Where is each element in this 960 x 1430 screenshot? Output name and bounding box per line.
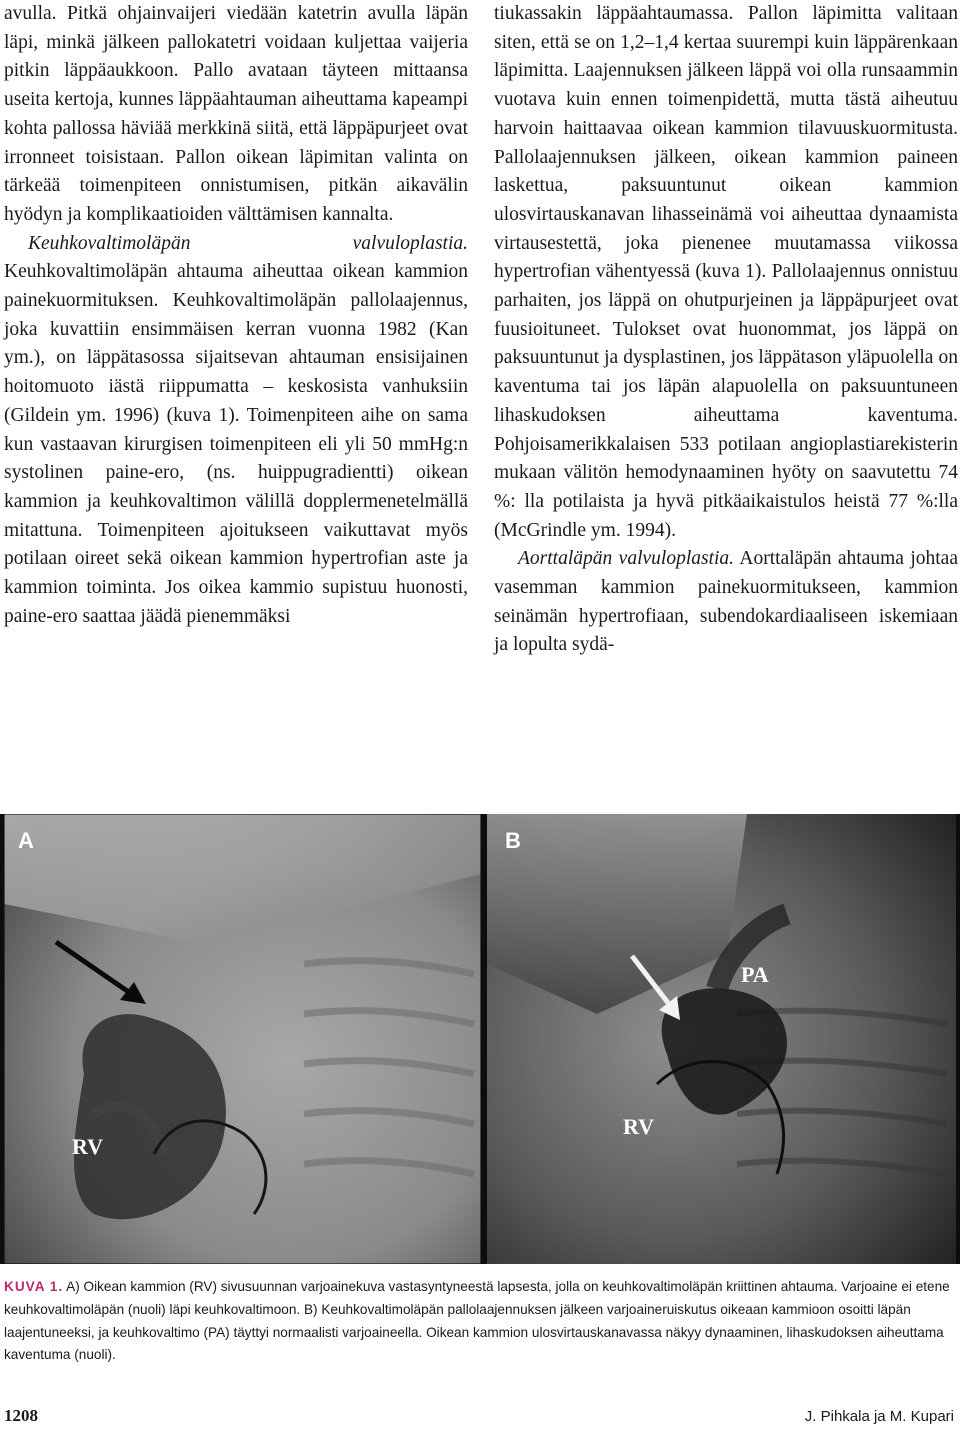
left-paragraph-1: avulla. Pitkä ohjainvaijeri viedään katetrin avulla läpän läpi, minkä jälkeen pallokatetri voidaan kuljettaa vaijeria pitkin läppäaukkoon. Pallo avataan täyteen mittaansa useita kertoja, kunnes läppäahtauman aiheuttama kapeampi kohta pallossa häviää merkkinä siitä, että läppäpurjeet ovat irronneet toisistaan. Pallon oikean läpimitan valinta on tärkeää toimenpiteen onnistumisen, pitkän aikavälin hyödyn ja komplikaatioiden välttämisen kannalta. <box>4 3 468 225</box>
page-number: 1208 <box>4 1406 38 1425</box>
section-heading-pulmonary: Keuhkovaltimoläpän valvuloplastia. <box>28 232 468 254</box>
panel-b-letter: B <box>505 828 521 853</box>
angiogram-image-a <box>4 814 481 1264</box>
panel-b-pa-label: PA <box>741 962 769 987</box>
figure-caption-text: A) Oikean kammion (RV) sivusuunnan varjoainekuva vastasyntyneestä lapsesta, jolla on keuhkovaltimoläpän kriittinen ahtauma. Varjoaine ei etene keuhkovaltimoläpän (nuoli) läpi keuhkovaltimoon. B) Keuhkovaltimoläpän pallolaajennuksen jälkeen varjoaineruiskutus oikeaan kammioon osoitti läpän laajentuneeksi, ja keuhkovaltimo (PA) täyttyi normaalisti varjoaineella. Oikean kammion ulosvirtauskanavassa näkyy dynaaminen, lihaskudoksen aiheuttama kaventuma (nuoli). <box>4 1279 950 1363</box>
panel-a-letter: A <box>18 828 34 853</box>
panel-b-rv-label: RV <box>623 1114 655 1139</box>
left-paragraph-2-text: Keuhkovaltimoläpän ahtauma aiheuttaa oikean kammion painekuormituksen. Keuhkovaltimoläpän pallolaajennus, joka kuvattiin ensimmäisen kerran vuonna 1982 (Kan ym.), on läppätasossa sijaitsevan ahtauman ensisijainen hoitomuoto iästä riippumatta – keskosista vanhuksiin (Gildein ym. 1996) (kuva 1). Toimenpiteen aihe on sama kun vastaavan kirurgisen toimenpiteen eli yli 50 mmHg:n systolinen paine-ero, (ns. huippugradientti) oikean kammion ja keuhkovaltimon välillä dopplermenetelmällä mitattuna. Toimenpiteen ajoitukseen vaikuttavat myös potilaan oireet sekä oikean kammion hypertrofian aste ja kammion toiminta. Jos oikea kammio supistuu huonosti, paine-ero saattaa jäädä pienemmäksi <box>4 261 468 627</box>
angiogram-panel-a <box>4 814 481 1264</box>
right-paragraph-2-text: Aorttaläpän ahtauma johtaa vasemman kammion painekuormitukseen, kammion seinämän hypertrofiaan, subendokardiaaliseen iskemiaan ja lopulta sydä- <box>494 548 958 656</box>
figure-caption <box>4 1276 956 1367</box>
figure-label: KUVA 1. <box>4 1279 64 1294</box>
panel-a-rv-label: RV <box>72 1134 104 1159</box>
angiogram-image-b <box>487 814 956 1264</box>
right-paragraph-1: tiukassakin läppäahtaumassa. Pallon läpimitta valitaan siten, että se on 1,2–1,4 kertaa suurempi kuin läppärenkaan läpimitta. Laajennuksen jälkeen läppä voi olla runsaammin vuotava kuin ennen toimenpidettä, mutta tästä aiheutuu harvoin haittaavaa oikean kammion tilavuuskuormitusta. Pallolaajennuksen jälkeen, oikean kammion paineen laskettua, paksuuntunut oikean kammion ulosvirtauskanavan lihasseinämä voi aiheuttaa dynaamista virtausestettä, joka pienenee muutamassa viikossa hypertrofian vähentyessä (kuva 1). Pallolaajennus onnistuu parhaiten, jos läppä on ohutpurjeinen ja läppäpurjeet ovat fuusioituneet. Tulokset ovat huonommat, jos läppä on paksuuntunut ja dysplastinen, jos läppätason yläpuolella on kaventuma tai jos läpän alapuolella on paksuuntuneen lihaskudoksen aiheuttama kaventuma. Pohjoisamerikkalaisen 533 potilaan angioplastiarekisterin mukaan välitön hemodynaaminen hyöty on saavutettu 74 %: lla potilaista ja hyvä pitkäaikaistulos heistä 77 %:lla (McGrindle ym. 1994). <box>494 3 958 541</box>
right-column <box>494 0 958 660</box>
author-credit: J. Pihkala ja M. Kupari <box>804 1408 954 1425</box>
section-heading-aortic: Aorttaläpän valvuloplastia. <box>518 548 735 570</box>
left-column <box>4 0 468 631</box>
right-paragraph-2 <box>494 545 958 660</box>
left-paragraph-2 <box>4 230 468 632</box>
angiogram-panel-b <box>487 814 956 1264</box>
angiography-figure <box>0 814 960 1264</box>
